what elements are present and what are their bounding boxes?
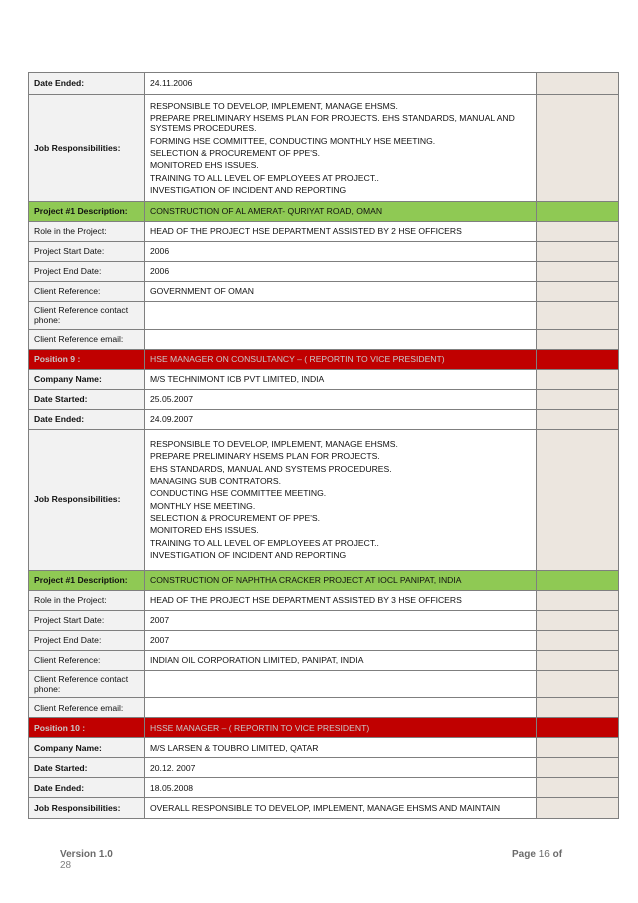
value-project-role: HEAD OF THE PROJECT HSE DEPARTMENT ASSISTED BY 2 HSE OFFICERS <box>145 222 537 242</box>
value-position-9: HSE MANAGER ON CONSULTANCY – ( REPORTIN TO VICE PRESIDENT) <box>145 349 537 369</box>
label-job-responsibilities: Job Responsibilities: <box>29 95 145 202</box>
extra-cell <box>537 758 619 778</box>
resp-line: MONITORED EHS ISSUES. <box>150 160 259 171</box>
page-prefix: Page <box>512 849 539 860</box>
row-client-email <box>29 698 619 718</box>
label-date-ended: Date Ended: <box>29 778 145 798</box>
extra-cell <box>537 369 619 389</box>
extra-cell <box>537 389 619 409</box>
page-total: 28 <box>60 860 72 871</box>
row-job-responsibilities <box>29 429 619 570</box>
label-position-9: Position 9 : <box>29 349 145 369</box>
extra-cell <box>537 590 619 610</box>
resp-line: FORMING HSE COMMITTEE, CONDUCTING MONTHLY HSE MEETING. <box>150 135 436 146</box>
resp-line: SELECTION & PROCUREMENT OF PPE'S. <box>150 148 321 158</box>
extra-cell <box>537 202 619 222</box>
row-company-name <box>29 369 619 389</box>
extra-cell <box>537 222 619 242</box>
row-position-9 <box>29 349 619 369</box>
label-project-start: Project Start Date: <box>29 610 145 630</box>
value-company-name: M/S LARSEN & TOUBRO LIMITED, QATAR <box>145 738 537 758</box>
row-date-started <box>29 758 619 778</box>
footer-page-number <box>512 849 562 860</box>
extra-cell <box>537 349 619 369</box>
page-of: of <box>549 849 563 860</box>
value-project-end: 2006 <box>145 262 537 282</box>
value-project-end: 2007 <box>145 630 537 650</box>
row-position-10 <box>29 718 619 738</box>
label-project-role: Role in the Project: <box>29 590 145 610</box>
row-date-ended <box>29 778 619 798</box>
row-client-phone <box>29 302 619 330</box>
value-project-role: HEAD OF THE PROJECT HSE DEPARTMENT ASSISTED BY 3 HSE OFFICERS <box>145 590 537 610</box>
value-job-responsibilities <box>145 429 537 570</box>
row-job-responsibilities <box>29 798 619 819</box>
extra-cell <box>537 242 619 262</box>
resp-line: TRAINING TO ALL LEVEL OF EMPLOYEES AT PROJECT.. <box>150 537 379 548</box>
label-date-ended: Date Ended: <box>29 73 145 95</box>
value-client-phone <box>145 302 537 330</box>
label-client-phone: Client Reference contact phone: <box>29 302 145 330</box>
label-project-end: Project End Date: <box>29 630 145 650</box>
value-date-started: 25.05.2007 <box>145 389 537 409</box>
value-date-ended: 24.11.2006 <box>145 73 537 95</box>
row-job-responsibilities <box>29 95 619 202</box>
row-project-start <box>29 610 619 630</box>
value-project-start: 2006 <box>145 242 537 262</box>
label-client-phone: Client Reference contact phone: <box>29 670 145 698</box>
resp-line: TRAINING TO ALL LEVEL OF EMPLOYEES AT PROJECT.. <box>150 172 379 183</box>
extra-cell <box>537 698 619 718</box>
label-company-name: Company Name: <box>29 369 145 389</box>
value-position-10: HSSE MANAGER – ( REPORTIN TO VICE PRESIDENT) <box>145 718 537 738</box>
value-client-email <box>145 698 537 718</box>
extra-cell <box>537 95 619 202</box>
version-label: Version 1.0 <box>60 849 113 860</box>
label-project-end: Project End Date: <box>29 262 145 282</box>
value-project-description: CONSTRUCTION OF NAPHTHA CRACKER PROJECT AT IOCL PANIPAT, INDIA <box>145 570 537 590</box>
label-project-description: Project #1 Description: <box>29 570 145 590</box>
value-date-started: 20.12. 2007 <box>145 758 537 778</box>
label-client-reference: Client Reference: <box>29 282 145 302</box>
resp-line: RESPONSIBLE TO DEVELOP, IMPLEMENT, MANAGE EHSMS. <box>150 439 398 450</box>
row-date-started <box>29 389 619 409</box>
extra-cell <box>537 409 619 429</box>
resp-line: EHS STANDARDS, MANUAL AND SYSTEMS PROCEDURES. <box>150 463 392 474</box>
label-client-email: Client Reference email: <box>29 329 145 349</box>
row-client-phone <box>29 670 619 698</box>
value-project-start: 2007 <box>145 610 537 630</box>
row-project-start <box>29 242 619 262</box>
resp-line: MONTHLY HSE MEETING. <box>150 500 256 511</box>
label-date-ended: Date Ended: <box>29 409 145 429</box>
footer-version <box>60 849 113 871</box>
row-date-ended <box>29 73 619 95</box>
resp-line: MANAGING SUB CONTRATORS. <box>150 476 281 486</box>
resp-line: RESPONSIBLE TO DEVELOP, IMPLEMENT, MANAGE EHSMS. <box>150 100 398 111</box>
row-company-name <box>29 738 619 758</box>
label-company-name: Company Name: <box>29 738 145 758</box>
page-num: 16 <box>538 849 550 860</box>
extra-cell <box>537 670 619 698</box>
value-date-ended: 18.05.2008 <box>145 778 537 798</box>
row-client-reference <box>29 282 619 302</box>
extra-cell <box>537 778 619 798</box>
row-project-end <box>29 262 619 282</box>
label-project-start: Project Start Date: <box>29 242 145 262</box>
value-date-ended: 24.09.2007 <box>145 409 537 429</box>
extra-cell <box>537 570 619 590</box>
cv-table <box>28 72 619 819</box>
row-project-description <box>29 570 619 590</box>
label-date-started: Date Started: <box>29 758 145 778</box>
resp-line: SELECTION & PROCUREMENT OF PPE'S. <box>150 512 321 523</box>
row-project-end <box>29 630 619 650</box>
label-date-started: Date Started: <box>29 389 145 409</box>
extra-cell <box>537 302 619 330</box>
resp-line: PREPARE PRELIMINARY HSEMS PLAN FOR PROJECTS. <box>150 451 380 462</box>
value-job-responsibilities <box>145 95 537 202</box>
extra-cell <box>537 610 619 630</box>
value-company-name: M/S TECHNIMONT ICB PVT LIMITED, INDIA <box>145 369 537 389</box>
label-job-responsibilities: Job Responsibilities: <box>29 798 145 819</box>
label-client-email: Client Reference email: <box>29 698 145 718</box>
extra-cell <box>537 738 619 758</box>
extra-cell <box>537 429 619 570</box>
resp-line: PREPARE PRELIMINARY HSEMS PLAN FOR PROJECTS. EHS STANDARDS, MANUAL AND SYSTEMS PROCEDURES. <box>150 113 515 134</box>
extra-cell <box>537 650 619 670</box>
value-client-reference: INDIAN OIL CORPORATION LIMITED, PANIPAT, INDIA <box>145 650 537 670</box>
label-project-role: Role in the Project: <box>29 222 145 242</box>
label-job-responsibilities: Job Responsibilities: <box>29 429 145 570</box>
value-job-responsibilities: OVERALL RESPONSIBLE TO DEVELOP, IMPLEMENT, MANAGE EHSMS AND MAINTAIN <box>145 798 537 819</box>
label-project-description: Project #1 Description: <box>29 202 145 222</box>
extra-cell <box>537 329 619 349</box>
row-project-description <box>29 202 619 222</box>
value-client-email <box>145 329 537 349</box>
extra-cell <box>537 73 619 95</box>
resp-line: INVESTIGATION OF INCIDENT AND REPORTING <box>150 549 347 560</box>
value-client-phone <box>145 670 537 698</box>
row-client-email <box>29 329 619 349</box>
extra-cell <box>537 282 619 302</box>
resp-line: MONITORED EHS ISSUES. <box>150 525 259 536</box>
extra-cell <box>537 718 619 738</box>
value-client-reference: GOVERNMENT OF OMAN <box>145 282 537 302</box>
row-project-role <box>29 222 619 242</box>
value-project-description: CONSTRUCTION OF AL AMERAT- QURIYAT ROAD, OMAN <box>145 202 537 222</box>
row-project-role <box>29 590 619 610</box>
extra-cell <box>537 630 619 650</box>
extra-cell <box>537 262 619 282</box>
row-client-reference <box>29 650 619 670</box>
extra-cell <box>537 798 619 819</box>
label-position-10: Position 10 : <box>29 718 145 738</box>
label-client-reference: Client Reference: <box>29 650 145 670</box>
resp-line: CONDUCTING HSE COMMITTEE MEETING. <box>150 488 327 499</box>
resp-line: INVESTIGATION OF INCIDENT AND REPORTING <box>150 184 347 195</box>
row-date-ended <box>29 409 619 429</box>
